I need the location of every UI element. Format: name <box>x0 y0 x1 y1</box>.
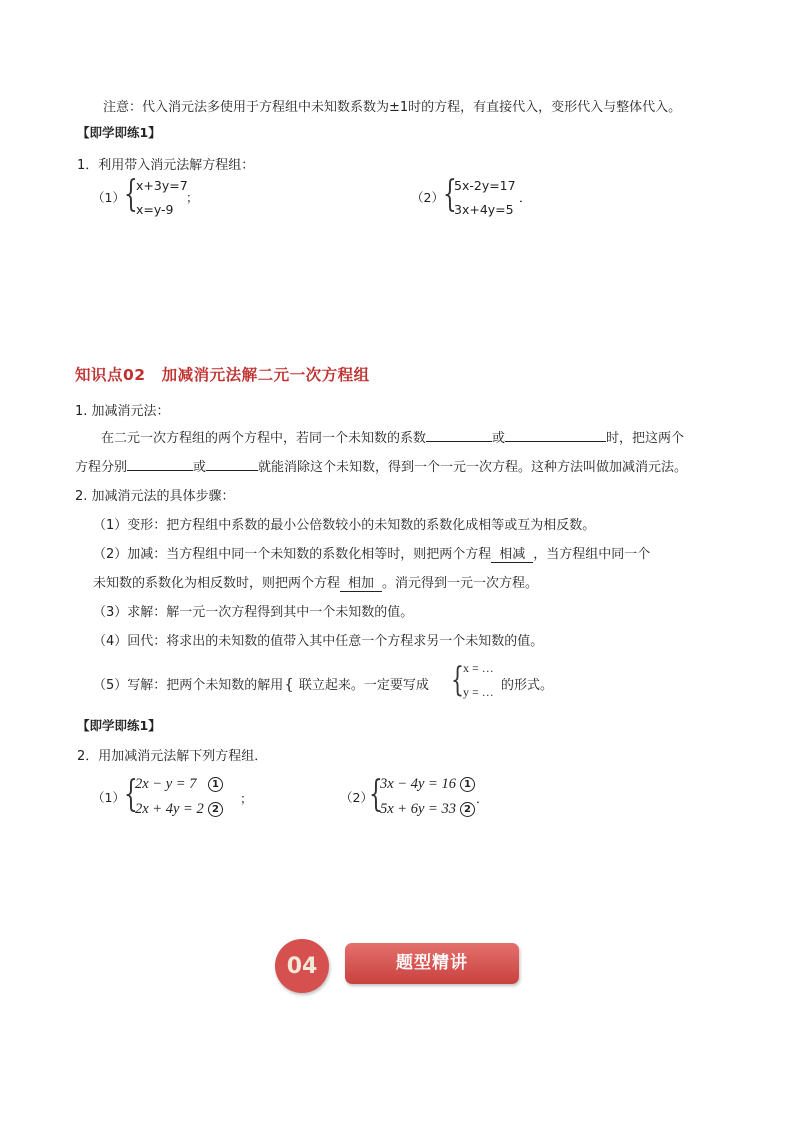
item-1-line-2: 方程分别 或 就能消除这个未知数，得到一个一元一次方程。这种方法叫做加减消元法。 <box>75 456 687 475</box>
left-brace-icon: { <box>124 174 138 215</box>
practice-label: 【即学即练1】 <box>77 718 161 733</box>
section-banner-title: 题型精讲 <box>396 953 468 973</box>
step-1: （1）变形：把方程组中系数的最小公倍数较小的未知数的系数化成相等或互为相反数。 <box>93 518 596 533</box>
question-number: 2． <box>77 749 99 764</box>
section-number-badge <box>275 939 329 993</box>
step-4: （4）回代：将求出的未知数的值带入其中任意一个方程求另一个未知数的值。 <box>93 634 544 649</box>
equation-1: 2x − y = 7 <box>135 776 197 792</box>
blank[interactable] <box>206 456 258 471</box>
left-brace-icon: { <box>443 174 457 215</box>
answer-subtract: 相减 <box>491 543 533 563</box>
practice-label: 【即学即练1】 <box>77 125 161 140</box>
section-number: 04 <box>286 954 318 979</box>
note-text: 注意：代入消元法多使用于方程组中未知数系数为±1时的方程，有直接代入，变形代入与整体代入。 <box>103 100 682 115</box>
x-form: x = … <box>463 661 494 675</box>
left-brace-icon: { <box>369 774 383 815</box>
left-brace-icon: { <box>451 660 464 700</box>
left-brace-icon: { <box>124 774 138 815</box>
step-2: （2）加减：当方程组中同一个未知数的系数化相等时，则把两个方程 相减 ，当方程组中同一个 <box>93 543 650 563</box>
question-number: 1． <box>77 158 99 173</box>
part-label: （2） <box>340 790 373 805</box>
question-text: 用加减消元法解下列方程组． <box>98 749 268 764</box>
item-1-title: 1. 加减消元法： <box>75 404 170 419</box>
question-1 <box>77 154 254 173</box>
step-3: （3）求解：解一元一次方程得到其中一个未知数的值。 <box>93 605 414 620</box>
part-label: （1） <box>92 190 125 205</box>
part-label: （1） <box>92 790 125 805</box>
equation-1: 5x-2y=17 <box>454 178 516 193</box>
equation-2: 3x+4y=5 <box>454 202 514 217</box>
item-1-line-1: 在二元一次方程组的两个方程中，若同一个未知数的系数 或 时，把这两个 <box>101 427 684 446</box>
step-5: （5）写解：把两个未知数的解用{ 联立起来。一定要写成 <box>93 675 429 693</box>
part-label: （2） <box>411 190 444 205</box>
equation-1: 3x − 4y = 16 <box>380 776 456 792</box>
step-2-cont: 未知数的系数化为相反数时，则把两个方程 相加 。消元得到一元一次方程。 <box>93 572 538 592</box>
punctuation: ； <box>240 791 253 806</box>
marker-2: 2 <box>206 801 223 817</box>
answer-add: 相加 <box>340 572 382 592</box>
equation-2: x=y-9 <box>136 202 174 217</box>
section-banner <box>345 943 519 984</box>
punctuation: ． <box>519 190 532 205</box>
equation-2: 5x + 6y = 33 <box>380 801 456 817</box>
punctuation: ； <box>186 190 199 205</box>
marker-1: 1 <box>458 776 475 792</box>
y-form: y = … <box>463 685 494 699</box>
blank[interactable] <box>127 456 193 471</box>
section-title: 知识点02 加减消元法解二元一次方程组 <box>75 366 370 384</box>
question-2 <box>77 745 267 764</box>
step-5-end: 的形式。 <box>501 678 554 693</box>
question-text: 利用带入消元法解方程组： <box>98 158 255 173</box>
punctuation: ． <box>476 791 489 806</box>
equation-2: 2x + 4y = 2 <box>135 801 204 817</box>
equation-1: x+3y=7 <box>136 178 188 193</box>
marker-2: 2 <box>458 801 475 817</box>
small-brace-icon: { <box>284 675 294 693</box>
blank[interactable] <box>505 427 606 442</box>
marker-1: 1 <box>206 776 223 792</box>
item-2-title: 2. 加减消元法的具体步骤： <box>75 489 235 504</box>
blank[interactable] <box>426 427 492 442</box>
